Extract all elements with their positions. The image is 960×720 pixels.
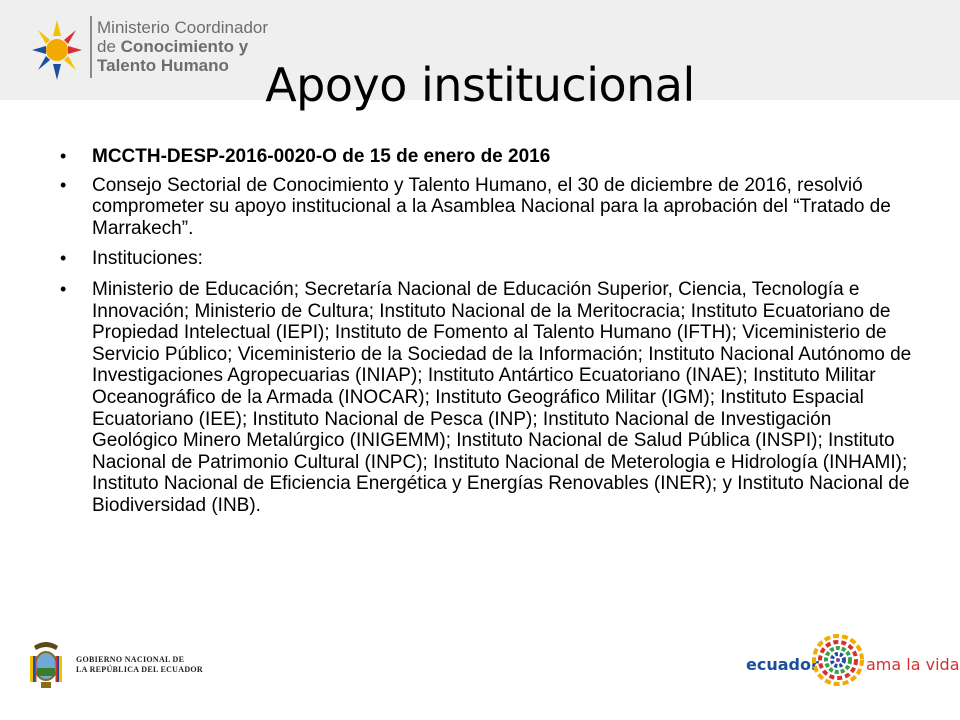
ministry-line-3: Talento Humano	[97, 56, 229, 75]
ama-la-vida-spiral-icon	[812, 634, 864, 686]
bullet-icon: •	[60, 146, 67, 166]
bullet-item	[60, 146, 920, 168]
brand-ecuador: ecuador	[746, 655, 819, 674]
bullet-item	[60, 248, 920, 270]
bullet-item	[60, 175, 920, 240]
government-line-2: LA REPÚBLICA DEL ECUADOR	[76, 665, 204, 674]
slide-title: Apoyo institucional	[265, 58, 695, 112]
government-line-1: GOBIERNO NACIONAL DE	[76, 655, 185, 664]
bullet-text: MCCTH-DESP-2016-0020-O de 15 de enero de 2016	[92, 146, 551, 167]
ministry-line-2-bold: Conocimiento y	[120, 37, 249, 56]
brand-ama-la-vida: ama la vida	[866, 655, 960, 674]
coat-of-arms-icon	[26, 638, 66, 690]
ministry-line-2-prefix: de	[97, 37, 116, 56]
bullet-item	[60, 279, 920, 517]
bullet-icon: •	[60, 248, 67, 269]
bullet-text: Ministerio de Educación; Secretaría Nacional de Educación Superior, Ciencia, Tecnología e Innovación; Ministerio de Cultura; Instituto Nacional de la Meritocracia; Instituto Ecuatoriano de Propiedad Intelectual (IEPI); Instituto de Fomento al Talento Humano (IFTH); Viceministerio de Servicio Público; Viceministerio de la Sociedad de la Información; Instituto Nacional Autónomo de Investigaciones Agropecuarias (INIAP); Instituto Antártico Ecuatoriano (INAE); Instituto Militar Oceanográfico de la Armada (INOCAR); Instituto Geográfico Militar (IGM); Instituto Espacial Ecuatoriano (IEE); Instituto Nacional de Pesca (INP); Instituto Nacional de Investigación Geológico Minero Metalúrgico (INIGEMM); Instituto Nacional de Salud Pública (INSPI); Instituto Nacional de Patrimonio Cultural (INPC); Instituto Nacional de Meterologia e Hidrología (INHAMI); Instituto Nacional de Eficiencia Energética y Energías Renovables (INER); y Instituto Nacional de Biodiversidad (INB).	[92, 278, 912, 516]
ministry-line-2	[97, 37, 268, 56]
government-label	[76, 655, 203, 675]
bullet-icon: •	[60, 174, 67, 195]
ministry-line-1: Ministerio Coordinador	[97, 18, 269, 37]
bullet-text: Instituciones:	[92, 248, 203, 270]
bullet-text: Consejo Sectorial de Conocimiento y Talento Humano, el 30 de diciembre de 2016, resolvió comprometer su apoyo institucional a la Asamblea Nacional para la aprobación del “Tratado de Marrakech”.	[92, 174, 891, 239]
bullet-list	[60, 146, 920, 526]
bullet-icon: •	[60, 278, 67, 299]
